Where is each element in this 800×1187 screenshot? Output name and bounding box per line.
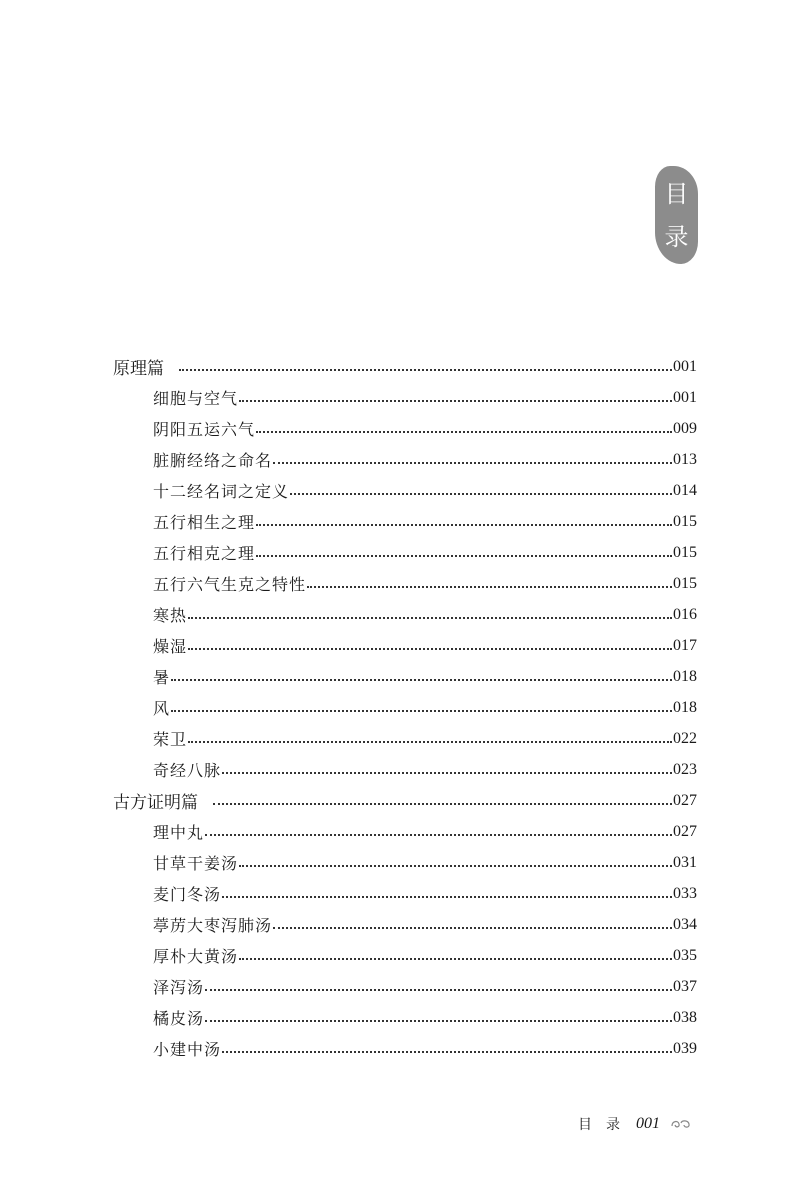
dot-leader bbox=[273, 927, 672, 929]
toc-entry-label: 燥湿 bbox=[153, 637, 188, 656]
dot-leader bbox=[256, 555, 672, 557]
toc-entry-page: 031 bbox=[673, 853, 697, 871]
dot-leader bbox=[239, 400, 672, 402]
toc-entry[interactable] bbox=[153, 506, 697, 537]
toc-entry[interactable] bbox=[153, 599, 697, 630]
toc-entry-page: 001 bbox=[673, 388, 697, 406]
toc-entry-label: 脏腑经络之命名 bbox=[153, 451, 273, 470]
toc-title-char-1: 目 bbox=[664, 179, 689, 208]
toc-entry-page: 015 bbox=[673, 574, 697, 592]
page-footer bbox=[578, 1113, 692, 1135]
toc-entry[interactable] bbox=[153, 723, 697, 754]
toc-entry[interactable] bbox=[153, 1002, 697, 1033]
toc-entry-page: 037 bbox=[673, 977, 697, 995]
dot-leader bbox=[205, 1020, 672, 1022]
footer-label: 目录 bbox=[578, 1117, 634, 1133]
toc-entry[interactable] bbox=[153, 754, 697, 785]
toc-entry[interactable] bbox=[153, 816, 697, 847]
toc-entry-page: 014 bbox=[673, 481, 697, 499]
toc-entry-label: 甘草干姜汤 bbox=[153, 854, 239, 873]
toc-entry-page: 009 bbox=[673, 419, 697, 437]
toc-entry[interactable] bbox=[153, 1033, 697, 1064]
toc-entry[interactable] bbox=[153, 382, 697, 413]
toc-entry[interactable] bbox=[153, 537, 697, 568]
toc-entry[interactable] bbox=[153, 475, 697, 506]
toc-entry-label: 细胞与空气 bbox=[153, 389, 239, 408]
toc-entry-label: 橘皮汤 bbox=[153, 1009, 205, 1028]
toc-entry-label: 五行相生之理 bbox=[153, 513, 256, 532]
dot-leader bbox=[205, 989, 672, 991]
toc-entry-page: 027 bbox=[673, 822, 697, 840]
toc-entry-page: 034 bbox=[673, 915, 697, 933]
dot-leader bbox=[171, 679, 672, 681]
toc-entry-label: 古方证明篇 bbox=[113, 793, 198, 813]
toc-entry-page: 013 bbox=[673, 450, 697, 468]
toc-entry-label: 荣卫 bbox=[153, 730, 188, 749]
toc-entry-label: 暑 bbox=[153, 668, 171, 687]
toc-entry[interactable] bbox=[153, 878, 697, 909]
toc-entry-label: 小建中汤 bbox=[153, 1040, 222, 1059]
dot-leader bbox=[222, 896, 672, 898]
toc-entry-page: 016 bbox=[673, 605, 697, 623]
toc-entry-page: 015 bbox=[673, 543, 697, 561]
toc-entry[interactable] bbox=[153, 847, 697, 878]
toc-entry-label: 原理篇 bbox=[113, 359, 164, 379]
dot-leader bbox=[239, 958, 672, 960]
toc-entry-page: 015 bbox=[673, 512, 697, 530]
dot-leader bbox=[307, 586, 672, 588]
toc-entry-label: 理中丸 bbox=[153, 823, 205, 842]
toc-entry-label: 奇经八脉 bbox=[153, 761, 222, 780]
toc-entry-page: 039 bbox=[673, 1039, 697, 1057]
toc-section[interactable] bbox=[113, 351, 697, 382]
dot-leader bbox=[188, 617, 672, 619]
toc-entry-page: 022 bbox=[673, 729, 697, 747]
toc-entry-page: 018 bbox=[673, 698, 697, 716]
toc-title-badge bbox=[655, 166, 698, 264]
dot-leader bbox=[213, 803, 672, 805]
toc-entry-label: 十二经名词之定义 bbox=[153, 482, 290, 501]
dot-leader bbox=[179, 369, 672, 371]
dot-leader bbox=[239, 865, 672, 867]
toc-entry[interactable] bbox=[153, 692, 697, 723]
dot-leader bbox=[188, 741, 672, 743]
dot-leader bbox=[290, 493, 672, 495]
dot-leader bbox=[222, 1051, 672, 1053]
toc-entry[interactable] bbox=[153, 909, 697, 940]
ornament-icon bbox=[670, 1118, 692, 1130]
toc-entry-page: 035 bbox=[673, 946, 697, 964]
toc-entry[interactable] bbox=[153, 568, 697, 599]
toc-entry[interactable] bbox=[153, 630, 697, 661]
toc-entry-label: 五行六气生克之特性 bbox=[153, 575, 307, 594]
toc-entry-label: 泽泻汤 bbox=[153, 978, 205, 997]
dot-leader bbox=[188, 648, 672, 650]
toc-entry[interactable] bbox=[153, 444, 697, 475]
toc-entry[interactable] bbox=[153, 940, 697, 971]
toc-entry-page: 001 bbox=[673, 357, 697, 375]
dot-leader bbox=[171, 710, 672, 712]
toc-entry[interactable] bbox=[153, 661, 697, 692]
toc-entry[interactable] bbox=[153, 971, 697, 1002]
toc-entry-page: 038 bbox=[673, 1008, 697, 1026]
toc-entry[interactable] bbox=[153, 413, 697, 444]
toc-entry-label: 五行相克之理 bbox=[153, 544, 256, 563]
toc-entry-page: 017 bbox=[673, 636, 697, 654]
toc-entry-page: 033 bbox=[673, 884, 697, 902]
toc-entry-page: 027 bbox=[673, 791, 697, 809]
toc-entry-label: 麦门冬汤 bbox=[153, 885, 222, 904]
dot-leader bbox=[256, 524, 672, 526]
dot-leader bbox=[205, 834, 672, 836]
toc-entry-page: 023 bbox=[673, 760, 697, 778]
table-of-contents bbox=[0, 351, 800, 1064]
toc-entry-page: 018 bbox=[673, 667, 697, 685]
toc-section[interactable] bbox=[113, 785, 697, 816]
toc-entry-label: 寒热 bbox=[153, 606, 188, 625]
dot-leader bbox=[222, 772, 672, 774]
dot-leader bbox=[256, 431, 672, 433]
toc-entry-label: 葶苈大枣泻肺汤 bbox=[153, 916, 273, 935]
footer-page-number: 001 bbox=[636, 1115, 660, 1132]
toc-title-char-2: 录 bbox=[664, 222, 689, 251]
toc-entry-label: 厚朴大黄汤 bbox=[153, 947, 239, 966]
toc-entry-label: 风 bbox=[153, 699, 171, 718]
toc-entry-label: 阴阳五运六气 bbox=[153, 420, 256, 439]
dot-leader bbox=[273, 462, 672, 464]
